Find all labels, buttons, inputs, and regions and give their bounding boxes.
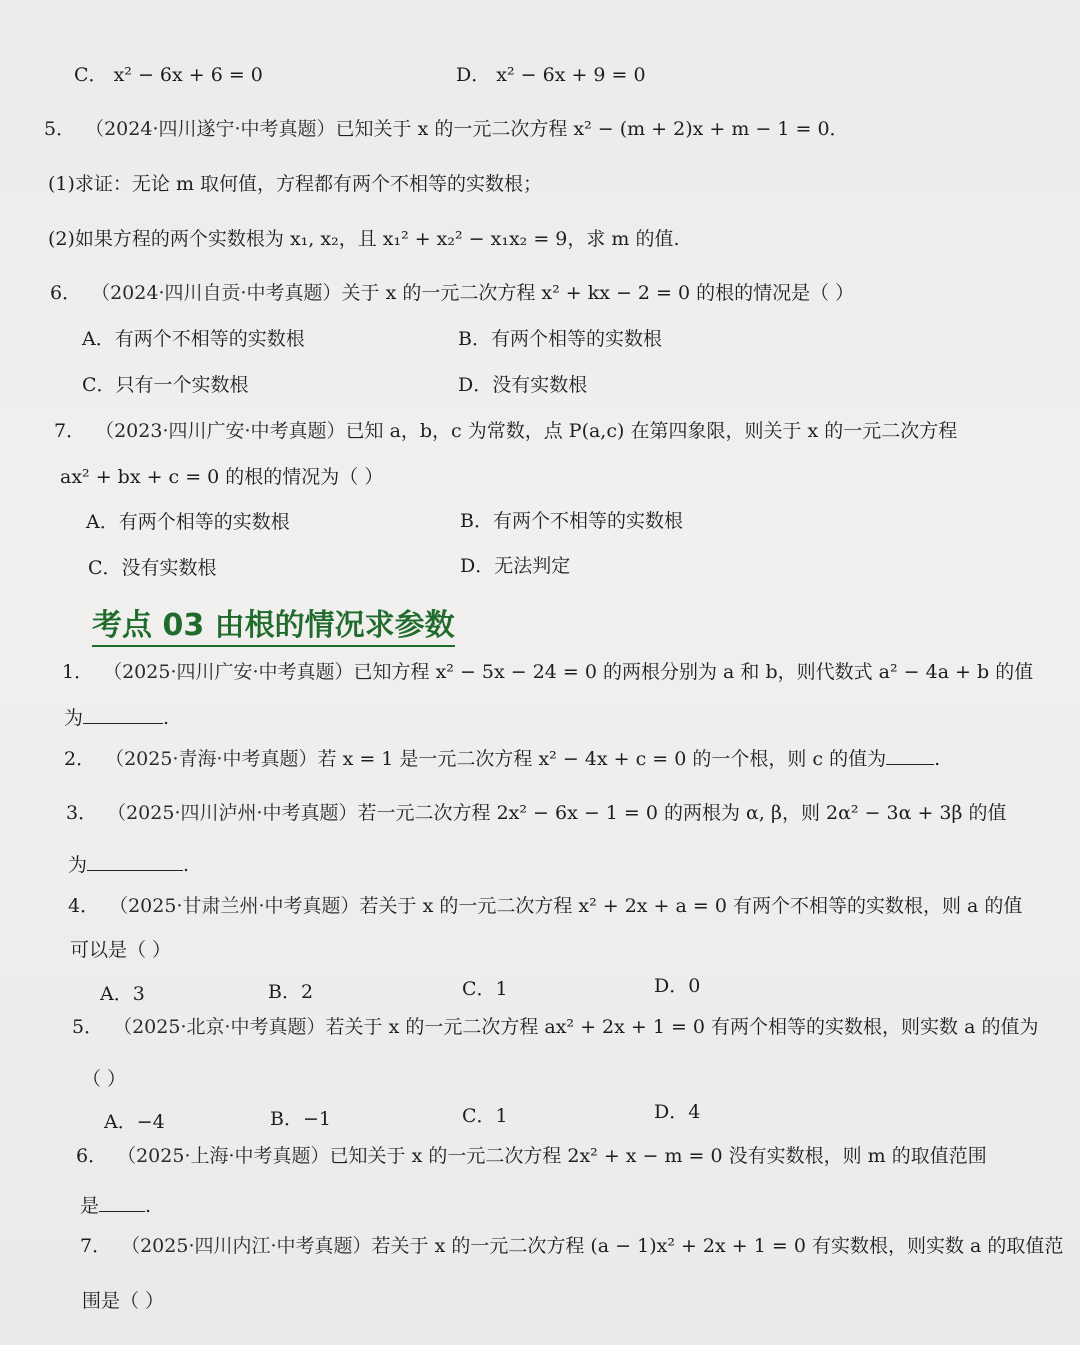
question-number: 5． bbox=[44, 118, 76, 140]
question-number: 5． bbox=[72, 1016, 104, 1038]
q6-option-a: A．有两个不相等的实数根 bbox=[82, 328, 305, 350]
q6-option-b: B．有两个相等的实数根 bbox=[458, 328, 662, 350]
s2-q4-option-d: D．0 bbox=[654, 975, 701, 997]
answer-blank bbox=[886, 746, 934, 765]
s2-question-3-tail: 为 . bbox=[68, 854, 190, 876]
s2-q5-option-a: A．−4 bbox=[104, 1111, 165, 1133]
q6-option-d: D．没有实数根 bbox=[458, 374, 588, 396]
s2-question-1-tail: 为 . bbox=[64, 707, 170, 729]
q7-option-a: A．有两个相等的实数根 bbox=[86, 511, 290, 533]
s2-question-2: 2． （2025·青海·中考真题）若 x = 1 是一元二次方程 x² − 4x + c = 0 的一个根，则 c 的值为 . bbox=[64, 748, 941, 770]
question-source: （2025·北京·中考真题） bbox=[113, 1016, 326, 1038]
question-stem: 若 x = 1 是一元二次方程 x² − 4x + c = 0 的一个根，则 c 的值为 bbox=[317, 748, 887, 770]
answer-blank bbox=[87, 852, 183, 871]
s2-question-4-tail: 可以是（ ） bbox=[70, 939, 172, 961]
question-stem: 关于 x 的一元二次方程 x² + kx − 2 = 0 的根的情况是（ ） bbox=[341, 282, 855, 304]
question-source: （2024·四川遂宁·中考真题） bbox=[85, 118, 336, 140]
question-stem: 若关于 x 的一元二次方程 (a − 1)x² + 2x + 1 = 0 有实数根，则实数 a 的取值范 bbox=[371, 1235, 1064, 1257]
s2-question-6-tail: 是 . bbox=[80, 1195, 152, 1217]
question-stem: 若关于 x 的一元二次方程 x² + 2x + a = 0 有两个不相等的实数根，则 a 的值 bbox=[359, 895, 1023, 917]
question-stem: 已知 a，b，c 为常数，点 P(a,c) 在第四象限，则关于 x 的一元二次方程 bbox=[345, 420, 958, 442]
s2-q4-option-c: C．1 bbox=[462, 978, 508, 1000]
question-number: 6． bbox=[76, 1145, 108, 1167]
question-source: （2025·上海·中考真题） bbox=[117, 1145, 330, 1167]
question-stem: 已知方程 x² − 5x − 24 = 0 的两根分别为 a 和 b，则代数式 a² − 4a + b 的值 bbox=[353, 661, 1034, 683]
q6-option-c: C．只有一个实数根 bbox=[82, 374, 249, 396]
section-title: 考点 03 由根的情况求参数 bbox=[92, 600, 455, 647]
s2-question-5 bbox=[72, 1014, 1038, 1040]
question-number: 4． bbox=[68, 895, 100, 917]
question-source: （2025·四川泸州·中考真题） bbox=[107, 802, 358, 824]
question-stem: 已知关于 x 的一元二次方程 2x² + x − m = 0 没有实数根，则 m 的取值范围 bbox=[329, 1145, 987, 1167]
s2-question-7-tail: 围是（ ） bbox=[82, 1290, 165, 1312]
question-6 bbox=[50, 280, 854, 306]
question-5 bbox=[44, 116, 849, 142]
q7-option-d: D．无法判定 bbox=[460, 555, 571, 577]
question-number: 2． bbox=[64, 748, 96, 770]
s2-question-7 bbox=[80, 1233, 1063, 1259]
s2-question-5-tail: （ ） bbox=[82, 1068, 127, 1090]
question-number: 7． bbox=[54, 420, 86, 442]
question-number: 1． bbox=[62, 661, 94, 683]
s2-q5-option-c: C．1 bbox=[462, 1105, 508, 1127]
q7-option-c: C．没有实数根 bbox=[88, 557, 217, 579]
s2-q5-option-d: D．4 bbox=[654, 1101, 701, 1123]
s2-q4-option-a: A．3 bbox=[100, 983, 145, 1005]
question-source: （2025·四川广安·中考真题） bbox=[103, 661, 354, 683]
s2-question-6 bbox=[76, 1143, 987, 1169]
question-5-part-1: (1)求证：无论 m 取何值，方程都有两个不相等的实数根； bbox=[48, 173, 543, 195]
s2-question-3 bbox=[66, 800, 1007, 826]
s2-q4-option-b: B．2 bbox=[268, 981, 314, 1003]
question-source: （2025·四川内江·中考真题） bbox=[121, 1235, 372, 1257]
s2-question-1 bbox=[62, 659, 1033, 685]
answer-blank bbox=[83, 705, 163, 724]
question-7-stem-cont: ax² + bx + c = 0 的根的情况为（ ） bbox=[60, 466, 384, 488]
s2-q5-option-b: B．−1 bbox=[270, 1108, 331, 1130]
q4-option-d: D． x² − 6x + 9 = 0 bbox=[456, 64, 646, 86]
question-5-part-2: (2)如果方程的两个实数根为 x₁, x₂，且 x₁² + x₂² − x₁x₂ = 9，求 m 的值. bbox=[48, 228, 680, 250]
question-number: 3． bbox=[66, 802, 98, 824]
question-source: （2024·四川自贡·中考真题） bbox=[91, 282, 342, 304]
q7-option-b: B．有两个不相等的实数根 bbox=[460, 510, 683, 532]
question-source: （2025·甘肃兰州·中考真题） bbox=[109, 895, 360, 917]
question-stem: 已知关于 x 的一元二次方程 x² − (m + 2)x + m − 1 = 0． bbox=[335, 118, 849, 140]
question-source: （2025·青海·中考真题） bbox=[105, 748, 318, 770]
question-7 bbox=[54, 418, 957, 444]
q4-option-c: C． x² − 6x + 6 = 0 bbox=[74, 64, 263, 86]
question-source: （2023·四川广安·中考真题） bbox=[95, 420, 346, 442]
answer-blank bbox=[99, 1193, 145, 1212]
question-stem: 若关于 x 的一元二次方程 ax² + 2x + 1 = 0 有两个相等的实数根，则实数 a 的值为 bbox=[325, 1016, 1039, 1038]
question-number: 7． bbox=[80, 1235, 112, 1257]
question-stem: 若一元二次方程 2x² − 6x − 1 = 0 的两根为 α, β，则 2α² − 3α + 3β 的值 bbox=[357, 802, 1007, 824]
s2-question-4 bbox=[68, 893, 1022, 919]
question-number: 6． bbox=[50, 282, 82, 304]
